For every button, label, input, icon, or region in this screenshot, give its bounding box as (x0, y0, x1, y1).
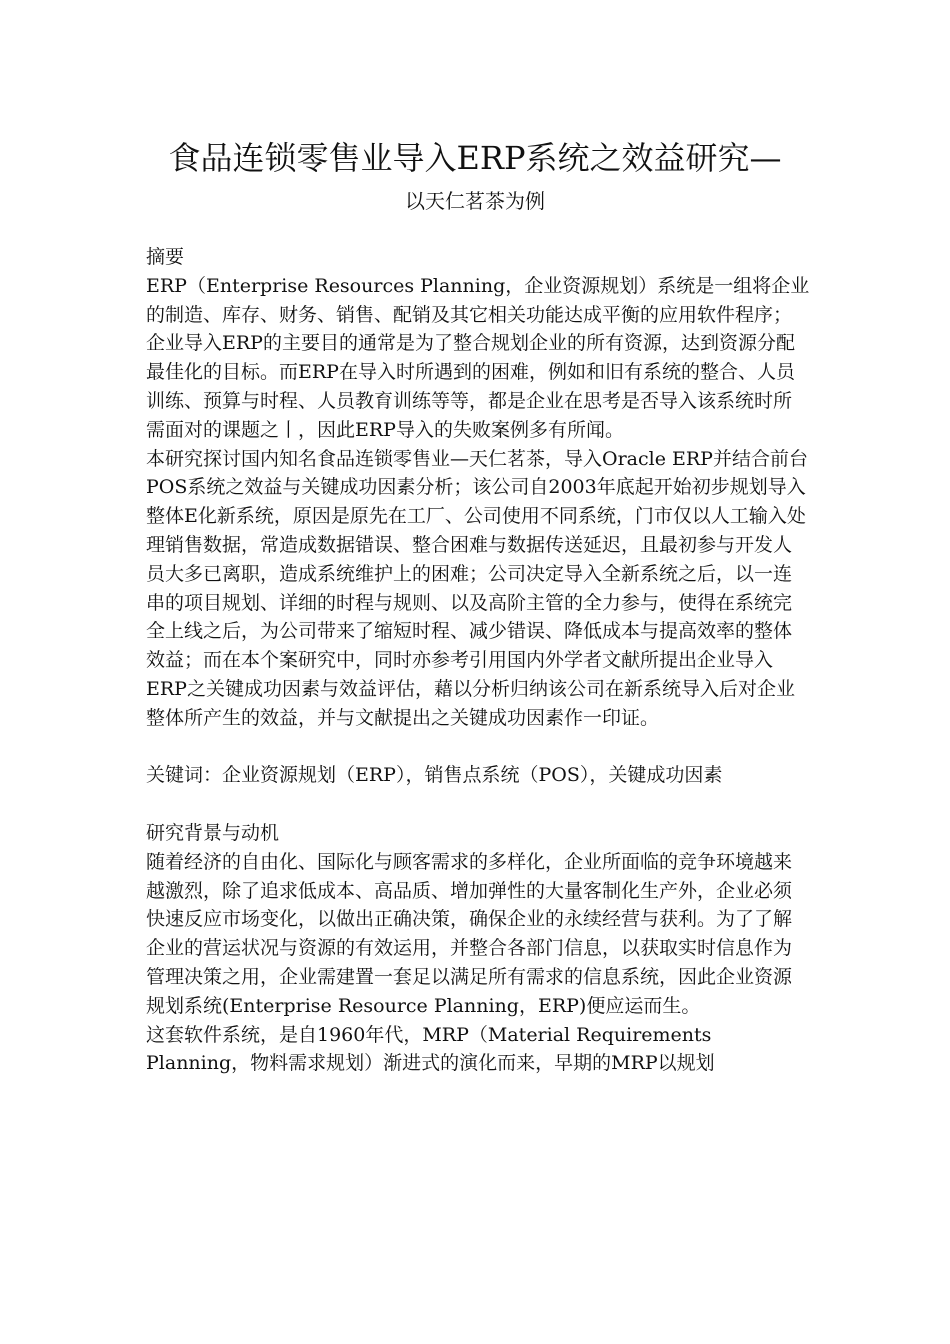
paragraph-spacer (146, 790, 810, 819)
abstract-paragraph-2: 本研究探讨国内知名食品连锁零售业—天仁茗茶，导入Oracle ERP并结合前台POS系统之效益与关键成功因素分析；该公司自2003年底起开始初步规划导入整体E化新系统，原因是原先在工厂、公司使用不同系统，门市仅以人工输入处理销售数据，常造成数据错误、整合困难与数据传送延迟，且最初参与开发人员大多已离职，造成系统维护上的困难；公司决定导入全新系统之后，以一连串的项目规划、详细的时程与规则、以及高阶主管的全力参与，使得在系统完全上线之后，为公司带来了缩短时程、减少错误、降低成本与提高效率的整体效益；而在本个案研究中，同时亦参考引用国内外学者文献所提出企业导入ERP之关键成功因素与效益评估，藉以分析归纳该公司在新系统导入后对企业整体所产生的效益，并与文献提出之关键成功因素作一印证。 (146, 447, 808, 729)
abstract-paragraph-1: ERP（Enterprise Resources Planning，企业资源规划）系统是一组将企业的制造、库存、财务、销售、配销及其它相关功能达成平衡的应用软件程序；企业导入ERP的主要目的通常是为了整合规划企业的所有资源，达到资源分配最佳化的目标。而ERP在导入时所遇到的困难，例如和旧有系统的整合、人员训练、预算与时程、人员教育训练等等，都是企业在思考是否导入该系统时所需面对的课题之丨，因此ERP导入的失败案例多有所闻。 (146, 274, 810, 441)
paragraph-spacer (146, 733, 810, 762)
section-heading: 研究背景与动机 (146, 821, 280, 844)
document-title: 食品连锁零售业导入ERP系统之效益研究— (168, 139, 782, 177)
section-paragraph-1: 随着经济的自由化、国际化与顾客需求的多样化，企业所面临的竞争环境越来越激烈，除了追求低成本、高品质、增加弹性的大量客制化生产外，企业必须快速反应市场变化，以做出正确决策，确保企业的永续经营与获利。为了了解企业的营运状况与资源的有效运用，并整合各部门信息，以获取实时信息作为管理决策之用，企业需建置一套足以满足所有需求的信息系统，因此企业资源规划系统(Enterprise Resource Planning，ERP)便应运而生。 (146, 850, 793, 1017)
abstract-heading: 摘要 (146, 246, 185, 268)
keywords-line: 关键词：企业资源规划（ERP），销售点系统（POS），关键成功因素 (146, 764, 723, 787)
section-paragraph-2: 这套软件系统，是自1960年代，MRP（Material Requirements Planning，物料需求规划）渐进式的演化而来，早期的MRP以规划 (146, 1023, 715, 1075)
document-subtitle: 以天仁茗茶为例 (405, 189, 545, 213)
document-body (146, 243, 810, 1078)
